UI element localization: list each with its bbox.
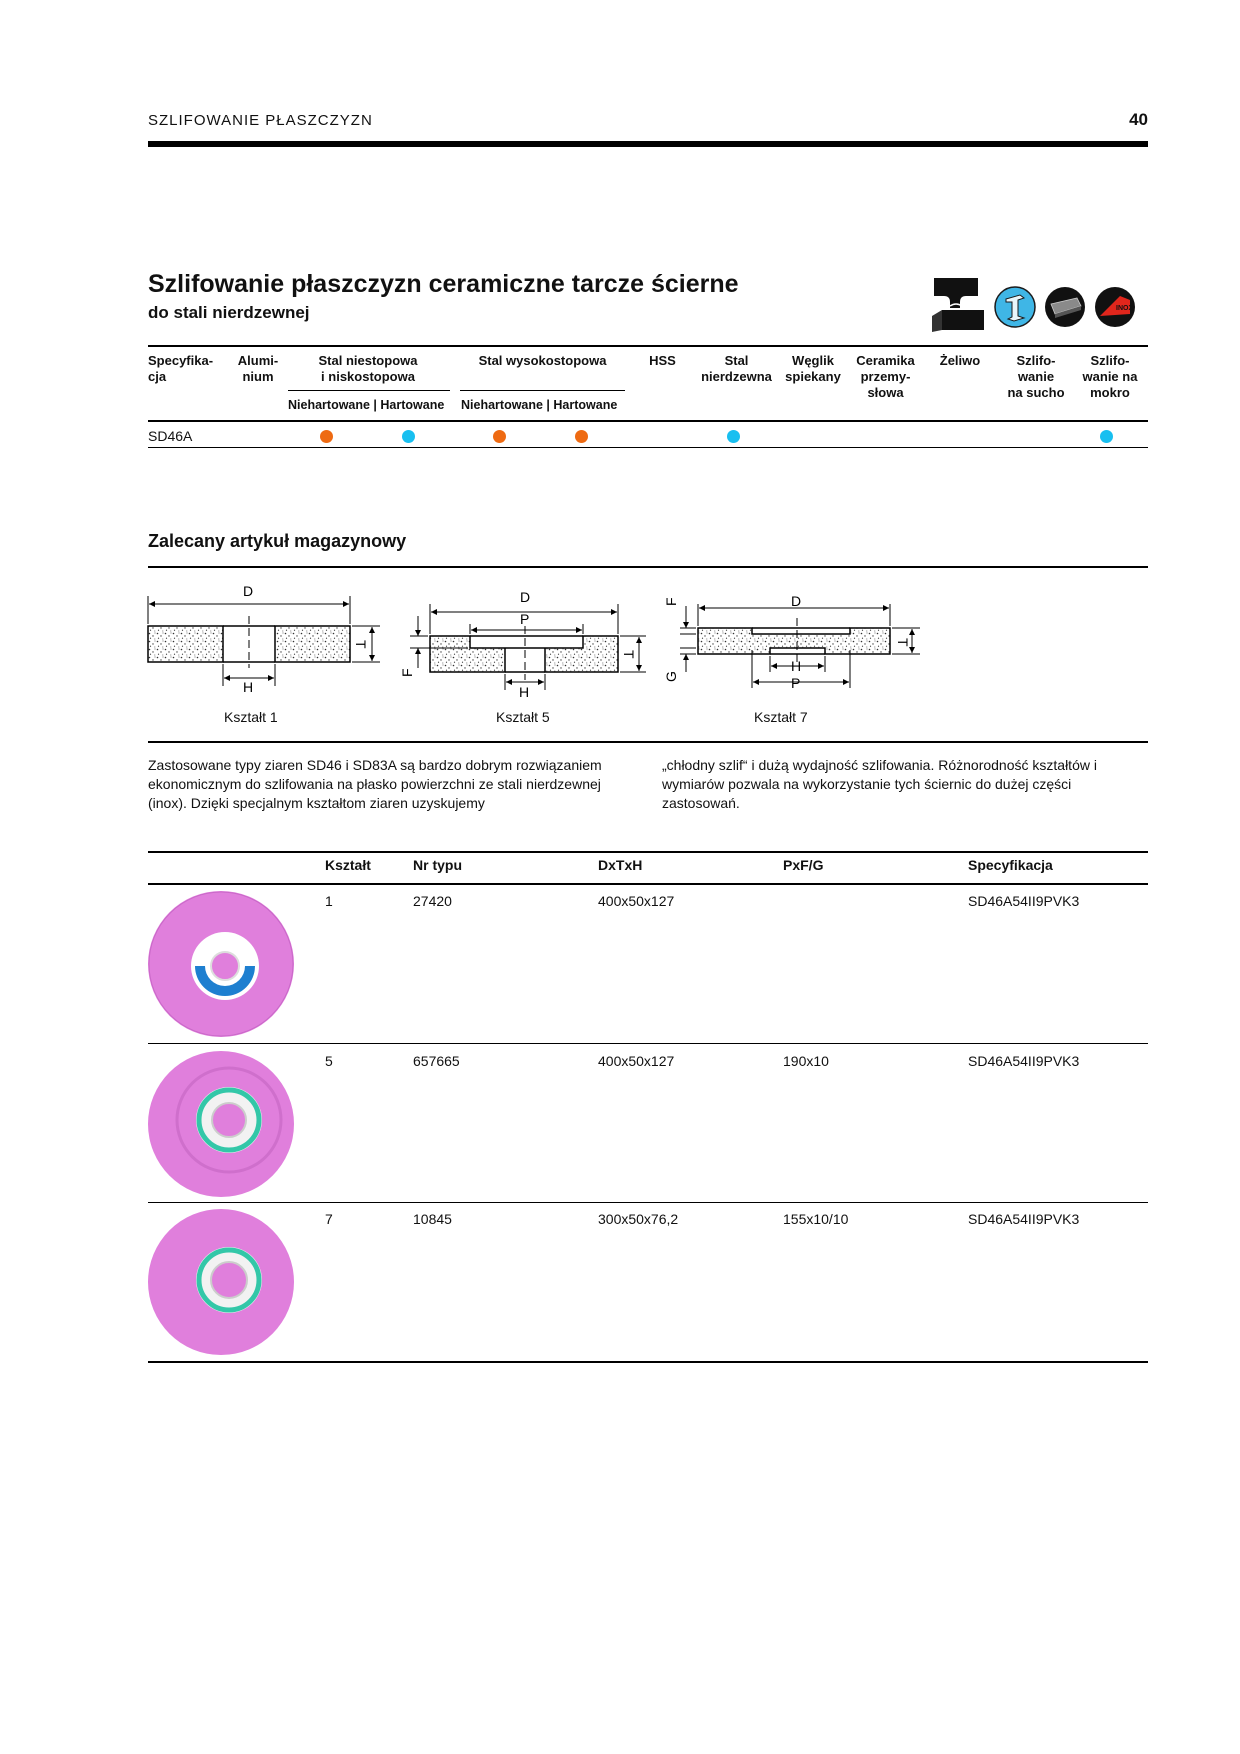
shape-5-dim-h: H <box>519 684 530 700</box>
row-2-nr: 657665 <box>413 1053 460 1069</box>
shape-5-dim-f: F <box>399 668 415 677</box>
shape-5-label: Kształt 5 <box>496 709 550 725</box>
row-2-dxtxh: 400x50x127 <box>598 1053 675 1069</box>
mark-stainless <box>727 430 740 443</box>
row-2-rule <box>148 1202 1148 1203</box>
th-stainless: Stal nierdzewna <box>701 353 772 384</box>
col-dxtxh: DxTxH <box>598 857 643 873</box>
col-shape: Kształt <box>325 857 371 873</box>
running-header: SZLIFOWANIE PŁASZCZYZN <box>148 112 373 129</box>
shape-5-drawing <box>399 589 646 700</box>
section-title: Zalecany artykuł magazynowy <box>148 531 407 551</box>
product-image-7 <box>147 1208 295 1356</box>
spec-cell: SD46A <box>148 428 193 444</box>
steel-profile-icon <box>994 286 1036 328</box>
section-rule <box>148 566 1148 568</box>
row-1-dxtxh: 400x50x127 <box>598 893 675 909</box>
th-wet: Szlifo- wanie na mokro <box>1082 353 1138 400</box>
shape-7-drawing <box>663 593 920 691</box>
shape-7-label: Kształt 7 <box>754 709 808 725</box>
th-spec: Specyfika- cja <box>148 353 214 384</box>
mark-high-hardened <box>575 430 588 443</box>
row-3-pfg: 155x10/10 <box>783 1211 849 1227</box>
shape-5-dim-d: D <box>520 589 531 605</box>
row-2-spec: SD46A54II9PVK3 <box>968 1053 1080 1069</box>
row-3-nr: 10845 <box>413 1211 452 1227</box>
shape-5-dim-t: T <box>621 650 637 659</box>
col-spec: Specyfikacja <box>968 857 1053 873</box>
low-alloy-sub-rule <box>288 390 450 391</box>
th-high-alloy: Stal wysokostopowa <box>478 353 607 368</box>
shape-7-dim-h: H <box>791 658 802 674</box>
th-low-alloy: Stal niestopowa i niskostopowa <box>318 353 418 384</box>
table-top-rule <box>148 345 1148 347</box>
shape-drawings <box>140 576 1150 716</box>
th-cast-iron: Żeliwo <box>939 353 981 368</box>
row-1-shape: 1 <box>325 893 333 909</box>
inox-icon <box>1094 286 1136 328</box>
mark-high-unhardened <box>493 430 506 443</box>
product-table-bottom-rule <box>148 1361 1148 1363</box>
sub-th-high-alloy: Niehartowane | Hartowane <box>461 398 618 412</box>
shape-1-label: Kształt 1 <box>224 709 278 725</box>
page-subtitle: do stali nierdzewnej <box>148 303 310 322</box>
col-pfg: PxF/G <box>783 857 824 873</box>
th-carbide: Węglik spiekany <box>785 353 841 384</box>
page-number: 40 <box>1129 110 1148 129</box>
product-image-5 <box>147 1050 295 1198</box>
shape-7-dim-f: F <box>663 597 679 606</box>
col-nr: Nr typu <box>413 857 462 873</box>
mark-low-hardened <box>402 430 415 443</box>
shape-7-dim-t: T <box>895 638 911 647</box>
shape-1-dim-d: D <box>243 583 254 599</box>
sub-th-low-alloy: Niehartowane | Hartowane <box>288 398 445 412</box>
row-3-shape: 7 <box>325 1211 333 1227</box>
shape-1-dim-h: H <box>243 679 254 695</box>
shape-5-dim-p: P <box>520 611 530 627</box>
th-aluminium: Alumi- nium <box>237 353 279 384</box>
shape-7-dim-g: G <box>663 671 679 682</box>
table-bottom-rule <box>148 447 1148 448</box>
shape-1-drawing <box>148 583 380 695</box>
row-1-nr: 27420 <box>413 893 452 909</box>
product-table-header-rule <box>148 883 1148 885</box>
th-ceramics: Ceramika przemy- słowa <box>856 353 915 400</box>
th-hss: HSS <box>649 353 676 368</box>
mark-low-unhardened <box>320 430 333 443</box>
mark-wet <box>1100 430 1113 443</box>
inox-label: INOX <box>1116 305 1134 312</box>
row-2-shape: 5 <box>325 1053 333 1069</box>
stainless-steel-icon <box>1044 286 1086 328</box>
row-3-dxtxh: 300x50x76,2 <box>598 1211 679 1227</box>
description-left: Zastosowane typy ziaren SD46 i SD83A są bardzo dobrym rozwiązaniem ekonomicznym do szlifowania na płasko powierzchni ze stali nierdzewnej (inox). Dzięki specjalnym kształtom ziaren uzyskujemy <box>148 757 602 811</box>
shape-7-dim-p: P <box>791 675 801 691</box>
description-right: „chłodny szlif“ i dużą wydajność szlifowania. Różnorodność kształtów i wymiarów pozwala na wykorzystanie tych ściernic do dużej części zastosowań. <box>662 757 1097 811</box>
surface-grinding-icon <box>932 276 986 332</box>
th-dry: Szlifo- wanie na sucho <box>1007 353 1065 400</box>
shape-7-dim-d: D <box>791 593 802 609</box>
shape-1-dim-t: T <box>353 640 369 649</box>
header-rule <box>148 141 1148 147</box>
product-image-1 <box>147 890 295 1038</box>
row-3-spec: SD46A54II9PVK3 <box>968 1211 1080 1227</box>
product-table-top-rule <box>148 851 1148 853</box>
high-alloy-sub-rule <box>460 390 625 391</box>
table-header-rule <box>148 420 1148 422</box>
row-1-spec: SD46A54II9PVK3 <box>968 893 1080 909</box>
page-title: Szlifowanie płaszczyzn ceramiczne tarcze ścierne <box>148 270 739 298</box>
shapes-bottom-rule <box>148 741 1148 743</box>
row-2-pfg: 190x10 <box>783 1053 829 1069</box>
row-1-rule <box>148 1043 1148 1044</box>
